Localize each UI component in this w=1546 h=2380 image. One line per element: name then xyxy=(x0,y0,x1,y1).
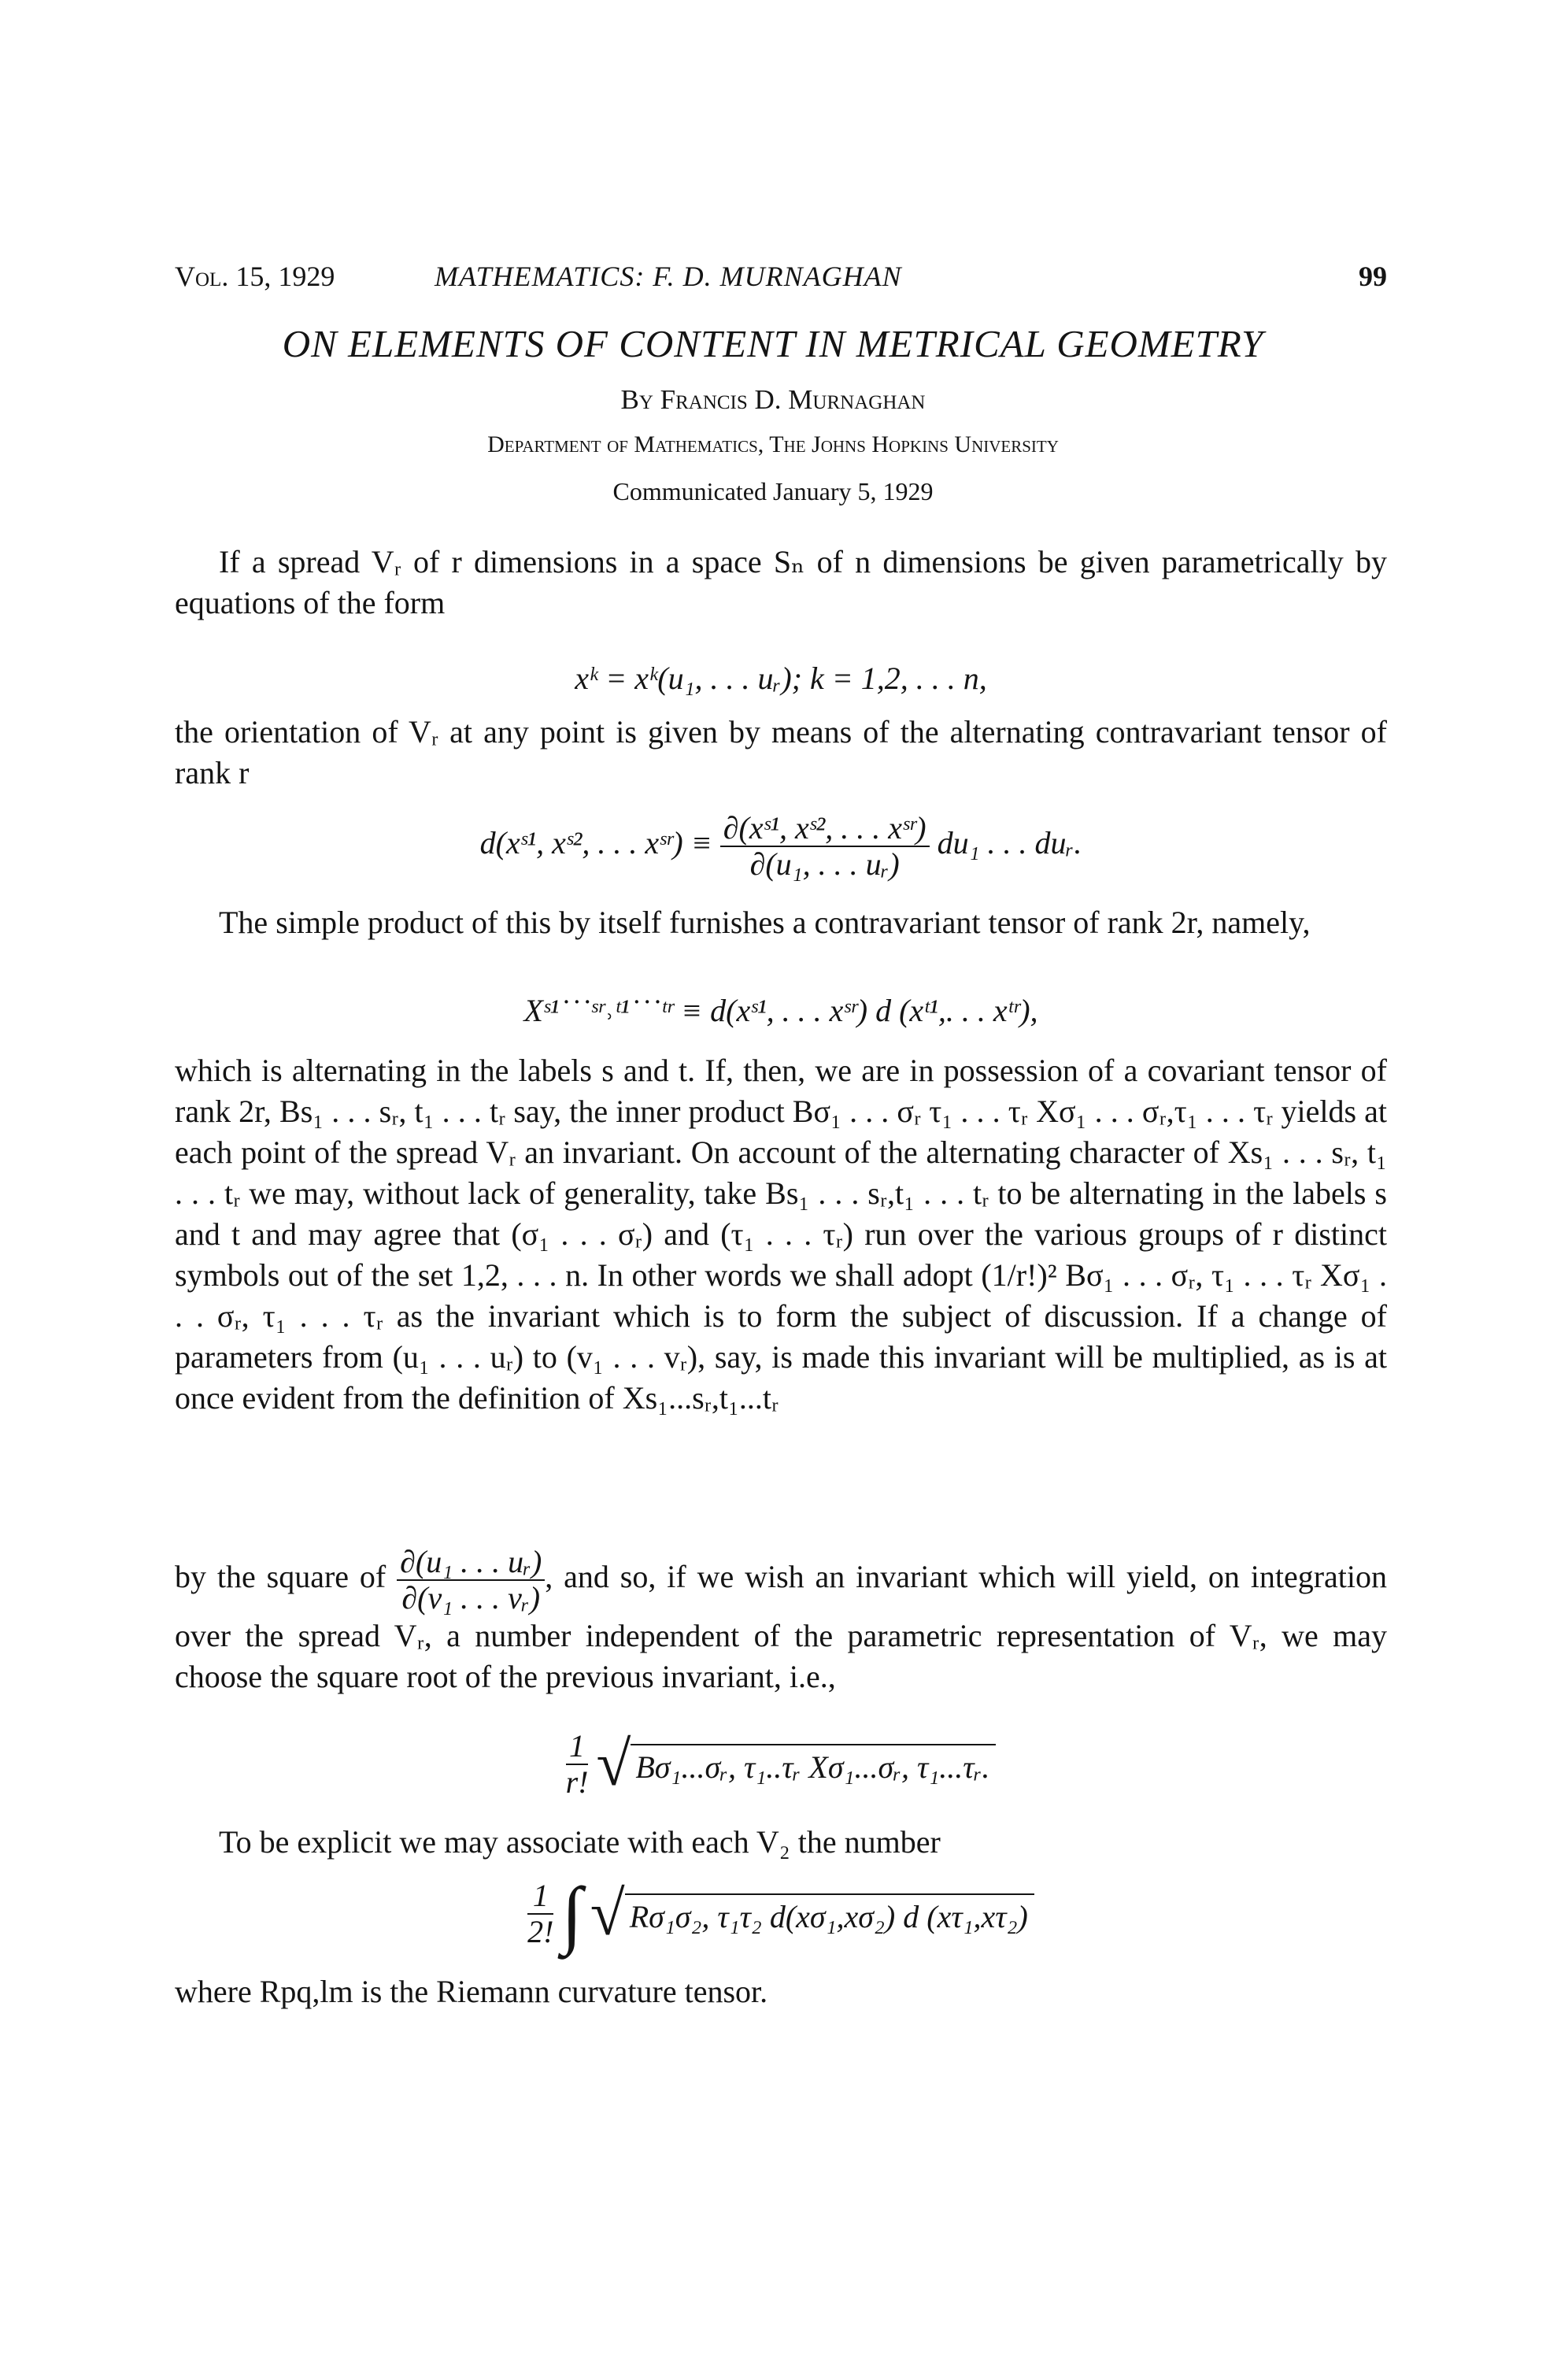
invariant-sqrt xyxy=(596,1730,996,1799)
volume-label: Vol. 15, 1929 xyxy=(175,261,335,292)
v2-sqrt xyxy=(590,1879,1034,1949)
running-title: MATHEMATICS: F. D. MURNAGHAN xyxy=(435,261,902,292)
article-title: ON ELEMENTS OF CONTENT IN METRICAL GEOMETRY xyxy=(282,322,1264,365)
v2-radicand: Rσ₁σ₂, τ₁τ₂ d(xσ₁,xσ₂) d (xτ₁,xτ₂) xyxy=(625,1893,1034,1934)
invariant-factor xyxy=(566,1729,589,1800)
parameter-jacobian-denominator: ∂(v₁ . . . vᵣ) xyxy=(401,1580,541,1616)
square-of-text: by the square of xyxy=(175,1559,386,1595)
equation-invariant-root xyxy=(175,1729,1387,1800)
affiliation-line: Department of Mathematics, The Johns Hopkins University xyxy=(487,431,1059,457)
orientation-jacobian-numerator: ∂(xˢ¹, xˢ², . . . xˢʳ) xyxy=(720,811,930,847)
orientation-jacobian xyxy=(720,811,930,882)
paragraph-riemann: where Rpq,lm is the Riemann curvature tensor. xyxy=(175,1974,768,2009)
parameter-jacobian-numerator: ∂(u₁ . . . uᵣ) xyxy=(397,1545,545,1581)
v2-factor xyxy=(527,1878,553,1949)
equation-orientation-tensor xyxy=(175,811,1387,898)
integral-sign-icon: ∫ xyxy=(561,1871,583,1956)
communicated-line: Communicated January 5, 1929 xyxy=(612,477,934,505)
orientation-jacobian-denominator: ∂(u₁, . . . uᵣ) xyxy=(749,846,900,882)
square-root-text: , and so, if we wish an invariant which will yield, on integration over the spread Vᵣ, a number independent of the parametric representation of Vᵣ, we may choose the square root of the previous invariant, i.e., xyxy=(175,1559,1387,1694)
paragraph-orientation: the orientation of Vᵣ at any point is given by means of the alternating contravariant tensor of rank r xyxy=(175,714,1387,790)
running-header xyxy=(175,260,1387,299)
equation-parametric: xᵏ = xᵏ(u₁, . . . uᵣ); k = 1,2, . . . n, xyxy=(575,661,987,696)
v2-factor-denominator: 2! xyxy=(527,1914,554,1949)
page-number: 99 xyxy=(1359,261,1387,292)
invariant-factor-numerator: 1 xyxy=(566,1729,589,1765)
invariant-radicand: Bσ₁...σᵣ, τ₁..τᵣ Xσ₁...σᵣ, τ₁...τᵣ. xyxy=(631,1744,996,1785)
radical-sign-icon: √ xyxy=(596,1730,631,1799)
author-line: By Francis D. Murnaghan xyxy=(620,384,926,415)
invariant-factor-denominator: r! xyxy=(565,1764,589,1800)
paragraph-invariant: which is alternating in the labels s and t. If, then, we are in possession of a covariant tensor of rank 2r, Bs₁ . . . sᵣ, t₁ . . . tᵣ say, the inner product Bσ₁ . . . σᵣ τ₁ . . . τᵣ Xσ₁ . . . σᵣ,τ₁ . . . τᵣ yields at each point of the spread Vᵣ an invariant. On account of the alternating character of Xs₁ . . . sᵣ, t₁ . . . tᵣ we may, without lack of generality, take Bs₁ . . . sᵣ,t₁ . . . tᵣ to be alternating in the labels s and t and may agree that (σ₁ . . . σᵣ) and (τ₁ . . . τᵣ) run over the various groups of r distinct symbols out of the set 1,2, . . . n. In other words we shall adopt (1/r!)² Bσ₁ . . . σᵣ, τ₁ . . . τᵣ Xσ₁ . . . σᵣ, τ₁ . . . τᵣ as the invariant which is to form the subject of discussion. If a change of parameters from (u₁ . . . uᵣ) to (v₁ . . . vᵣ), say, is made this invariant will be multiplied, as is at once evident from the definition of Xs₁...sᵣ,t₁...tᵣ xyxy=(175,1053,1387,1416)
equation-v2-number xyxy=(175,1871,1387,1956)
paragraph-square-root xyxy=(175,1545,1387,1697)
orientation-rhs: du₁ . . . duᵣ. xyxy=(937,825,1082,861)
paragraph-intro: If a spread Vᵣ of r dimensions in a space Sₙ of n dimensions be given parametrically by equations of the form xyxy=(175,544,1387,620)
paragraph-simple-product: The simple product of this by itself furnishes a contravariant tensor of rank 2r, namely, xyxy=(219,905,1311,940)
equation-product-tensor: Xˢ¹˙˙˙ˢʳ˒ᵗ¹˙˙˙ᵗʳ ≡ d(xˢ¹, . . . xˢʳ) d (xᵗ¹,. . . xᵗʳ), xyxy=(523,993,1038,1028)
orientation-lhs: d(xˢ¹, xˢ², . . . xˢʳ) ≡ xyxy=(479,825,712,861)
parameter-jacobian xyxy=(397,1545,545,1616)
v2-factor-numerator: 1 xyxy=(527,1878,553,1915)
paragraph-explicit: To be explicit we may associate with each V₂ the number xyxy=(219,1824,941,1860)
radical-sign-icon: √ xyxy=(590,1879,625,1949)
